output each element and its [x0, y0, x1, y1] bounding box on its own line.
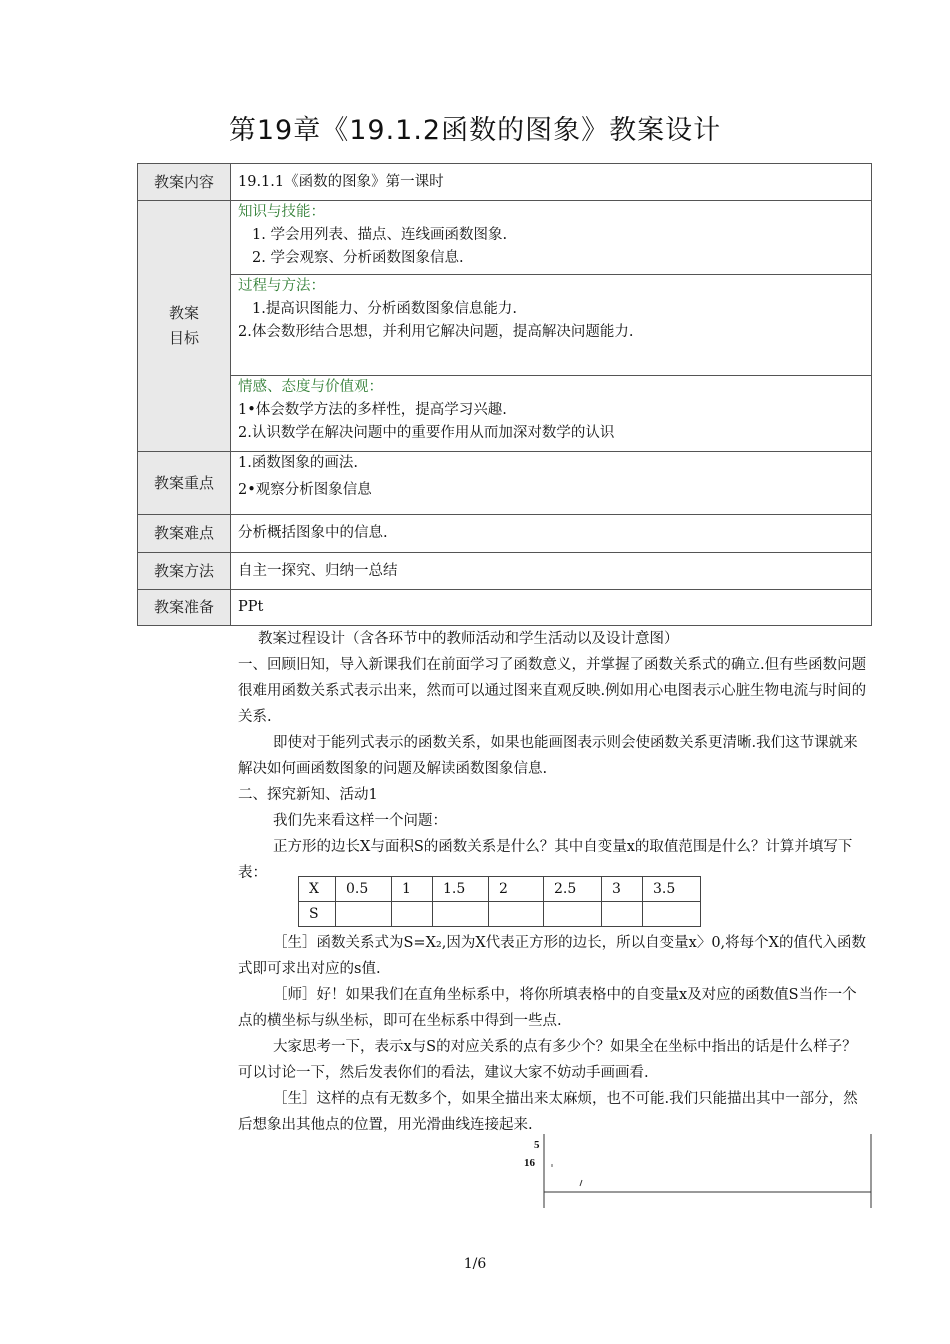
- method-value: 自主一探究、归纳一总结: [231, 553, 872, 590]
- content-value: 19.1.1《函数的图象》第一课时: [231, 164, 872, 201]
- value-table-x-cell: 1.5: [433, 877, 489, 902]
- lesson-plan-table: [137, 163, 872, 626]
- body-section-2: [238, 930, 868, 1138]
- paragraph-intro: 即使对于能列式表示的函数关系，如果也能画图表示则会使函数关系更清晰.我们这节课就来解决如何画函数图象的问题及解读函数图象信息.: [238, 735, 858, 777]
- paragraph-explore-heading: 二、探究新知、活动1: [238, 787, 378, 803]
- paragraph-review: 一、回顾旧知，导入新课我们在前面学习了函数意义，并掌握了函数关系式的确立.但有些函数问题很难用函数关系式表示出来，然而可以通过图来直观反映.例如用心电图表示心脏生物电流与时间的关系.: [238, 657, 867, 725]
- page-title: 第19章《19.1.2函数的图象》教案设计: [228, 115, 722, 146]
- value-table-row-x: [299, 877, 701, 902]
- value-table-x-cell: 0.5: [336, 877, 392, 902]
- content-label: 教案内容: [138, 164, 231, 201]
- process-heading: 过程与方法：: [238, 278, 325, 294]
- key-item-1: 1.函数图象的画法.: [238, 455, 358, 471]
- graph-fragment: [540, 1130, 875, 1210]
- value-table-s-cell: [336, 902, 392, 927]
- value-table-x-cell: 2: [489, 877, 544, 902]
- paragraph-teacher: ［师］好！如果我们在直角坐标系中，将你所填表格中的自变量x及对应的函数值S当作一个点的横坐标与纵坐标，即可在坐标系中得到一些点.: [238, 987, 857, 1029]
- graph-label-top: 5: [534, 1139, 540, 1151]
- paragraph-question: 正方形的边长X与面积S的函数关系是什么？其中自变量x的取值范围是什么？计算并填写下表：: [238, 839, 853, 881]
- process-cell: [231, 275, 872, 376]
- value-table-x-header: X: [299, 877, 336, 902]
- value-table-x-cell: 3.5: [643, 877, 701, 902]
- difficulty-value: 分析概括图象中的信息.: [231, 515, 872, 553]
- paragraph-question-intro: 我们先来看这样一个问题：: [273, 813, 447, 829]
- process-title: 教案过程设计（含各环节中的教师活动和学生活动以及设计意图）: [258, 631, 679, 647]
- knowledge-item-2: 2. 学会观察、分析函数图象信息.: [252, 250, 464, 266]
- value-table-x-cell: 3: [602, 877, 643, 902]
- page-number: 1/6: [463, 1256, 487, 1272]
- key-cell: [231, 452, 872, 515]
- prep-label: 教案准备: [138, 590, 231, 626]
- value-table: [298, 876, 701, 927]
- paragraph-student-answer-1: ［生］函数关系式为S=X₂,因为X代表正方形的边长，所以自变量x〉0,将每个X的值代入函数式即可求出对应的s值.: [238, 935, 866, 977]
- value-table-row-s: [299, 902, 701, 927]
- knowledge-item-1: 1. 学会用列表、描点、连线画函数图象.: [252, 227, 508, 243]
- emotion-item-2: 2.认识数学在解决问题中的重要作用从而加深对数学的认识: [238, 425, 615, 441]
- goal-label: [138, 201, 231, 452]
- process-item-2: 2.体会数形结合思想，并利用它解决问题，提高解决问题能力.: [238, 324, 634, 340]
- body-section-1: [238, 652, 868, 886]
- value-table-s-cell: [544, 902, 602, 927]
- value-table-s-cell: [602, 902, 643, 927]
- value-table-x-cell: 2.5: [544, 877, 602, 902]
- value-table-s-cell: [433, 902, 489, 927]
- emotion-heading: 情感、态度与价值观：: [238, 379, 383, 395]
- paragraph-think: 大家思考一下，表示x与S的对应关系的点有多少个？如果全在坐标中指出的话是什么样子？可以讨论一下，然后发表你们的看法，建议大家不妨动手画画看.: [238, 1039, 857, 1081]
- value-table-x-cell: 1: [392, 877, 433, 902]
- emotion-cell: [231, 376, 872, 452]
- key-label: 教案重点: [138, 452, 231, 515]
- value-table-s-header: S: [299, 902, 336, 927]
- process-item-1: 1.提高识图能力、分析函数图象信息能力.: [252, 301, 517, 317]
- graph-label-mid: 16: [524, 1157, 535, 1169]
- goal-label-line-2: 目标: [168, 329, 199, 347]
- emotion-item-1: 1•体会数学方法的多样性，提高学习兴趣.: [238, 402, 507, 418]
- key-item-2: 2•观察分析图象信息: [238, 482, 372, 498]
- method-label: 教案方法: [138, 553, 231, 590]
- graph-curve-mark: [580, 1180, 582, 1186]
- value-table-s-cell: [643, 902, 701, 927]
- goal-label-line-1: 教案: [168, 304, 199, 322]
- knowledge-heading: 知识与技能：: [238, 204, 325, 220]
- paragraph-student-answer-2: ［生］这样的点有无数多个，如果全描出来太麻烦，也不可能.我们只能描出其中一部分，然后想象出其他点的位置，用光滑曲线连接起来.: [238, 1091, 858, 1133]
- knowledge-cell: [231, 201, 872, 275]
- value-table-s-cell: [392, 902, 433, 927]
- prep-value: PPt: [231, 590, 872, 626]
- value-table-s-cell: [489, 902, 544, 927]
- difficulty-label: 教案难点: [138, 515, 231, 553]
